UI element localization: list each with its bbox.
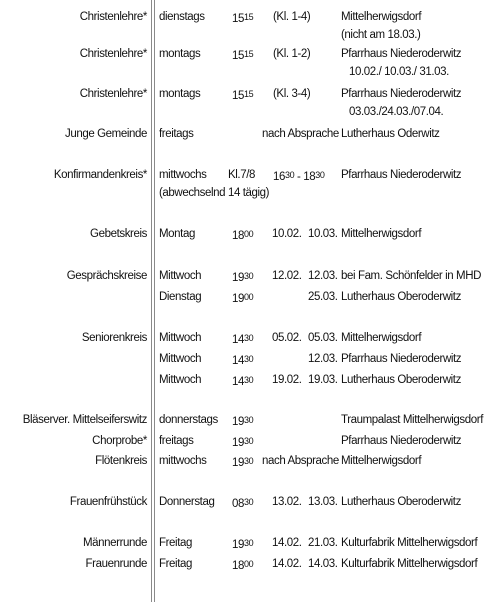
date-first: 13.02. — [272, 496, 302, 508]
date-first: 14.02. — [272, 558, 302, 570]
start-time — [232, 46, 253, 64]
weekday: freitags — [159, 128, 194, 140]
start-time — [232, 453, 253, 471]
time-from-minute: 30 — [285, 170, 295, 180]
time-minute: 00 — [244, 559, 254, 569]
start-time — [232, 372, 253, 390]
weekday: mittwochs — [159, 455, 207, 467]
by-arrangement: nach Absprache — [262, 128, 339, 140]
group-name: Junge Gemeinde — [65, 128, 147, 140]
start-time — [232, 494, 253, 512]
time-hour: 15 — [232, 50, 244, 62]
location: Mittelherwigsdorf — [341, 11, 422, 23]
class-range: (Kl. 1-4) — [273, 11, 311, 23]
group-name: Konfirmandenkreis* — [53, 169, 147, 181]
group-name: Christenlehre* — [79, 11, 147, 23]
date-first: 14.02. — [272, 537, 302, 549]
location: Pfarrhaus Niederoderwitz — [341, 48, 462, 60]
date-second: 13.03. — [308, 496, 338, 508]
class-range: (Kl. 1-2) — [273, 48, 311, 60]
location: Pfarrhaus Niederoderwitz — [341, 169, 462, 181]
time-hour: 19 — [232, 539, 244, 551]
time-hour: 15 — [232, 90, 244, 102]
group-name: Chorprobe* — [92, 435, 147, 447]
time-from-hour: 16 — [273, 171, 285, 183]
time-to-hour: 18 — [303, 171, 316, 183]
weekday: dienstags — [159, 11, 205, 23]
group-name: Christenlehre* — [79, 48, 147, 60]
schedule-row — [0, 126, 490, 142]
location: Lutherhaus Oberoderwitz — [341, 291, 461, 303]
schedule-row — [0, 226, 490, 242]
schedule-row — [0, 351, 490, 367]
date-first: 10.02. — [272, 228, 302, 240]
schedule-row — [0, 535, 490, 551]
weekday: montags — [159, 48, 201, 60]
date-first: 19.02. — [272, 374, 302, 386]
location: Mittelherwigsdorf — [341, 332, 422, 344]
start-time — [232, 268, 253, 286]
weekday: Mittwoch — [159, 353, 202, 365]
time-minute: 00 — [244, 229, 254, 239]
time-minute: 15 — [244, 89, 254, 99]
location: Kulturfabrik Mittelherwigsdorf — [341, 537, 478, 549]
weekday: Mittwoch — [159, 332, 202, 344]
time-minute: 30 — [244, 375, 254, 385]
date-second: 12.03. — [308, 270, 338, 282]
weekday: Montag — [159, 228, 195, 240]
grade-level: Kl.7/8 — [228, 169, 256, 181]
location: Pfarrhaus Niederoderwitz — [341, 435, 462, 447]
time-minute: 30 — [244, 538, 254, 548]
schedule-row — [0, 289, 490, 305]
start-time — [232, 535, 253, 553]
weekday: donnerstags — [159, 414, 218, 426]
location: Mittelherwigsdorf — [341, 228, 422, 240]
schedule-note-row — [0, 185, 490, 201]
schedule-note: (nicht am 18.03.) — [341, 29, 421, 41]
schedule-row — [0, 268, 490, 284]
schedule-row — [0, 46, 490, 62]
weekday: montags — [159, 88, 201, 100]
schedule-row — [0, 9, 490, 25]
date-first: 05.02. — [272, 332, 302, 344]
time-minute: 30 — [244, 497, 254, 507]
start-time — [232, 86, 253, 104]
schedule-row — [0, 494, 490, 510]
schedule-row — [0, 556, 490, 572]
location: Kulturfabrik Mittelherwigsdorf — [341, 558, 478, 570]
schedule-row — [0, 412, 490, 428]
time-hour: 18 — [232, 230, 244, 242]
weekday: Dienstag — [159, 291, 202, 303]
time-hour: 19 — [232, 272, 244, 284]
time-hour: 14 — [232, 334, 244, 346]
start-time — [232, 433, 253, 451]
time-hour: 19 — [232, 437, 244, 449]
weekday: Mittwoch — [159, 374, 202, 386]
location: Pfarrhaus Niederoderwitz — [341, 353, 462, 365]
schedule-row — [0, 453, 490, 469]
start-time — [232, 351, 253, 369]
schedule-row — [0, 372, 490, 388]
by-arrangement: nach Absprache — [262, 455, 339, 467]
weekday: Donnerstag — [159, 496, 215, 508]
start-time — [232, 9, 253, 27]
start-time — [232, 556, 253, 574]
weekday: freitags — [159, 435, 194, 447]
schedule-note-row — [0, 64, 490, 80]
group-name: Gebetskreis — [90, 228, 147, 240]
group-name: Christenlehre* — [79, 88, 147, 100]
time-minute: 30 — [244, 456, 254, 466]
time-hour: 14 — [232, 355, 244, 367]
weekday: Mittwoch — [159, 270, 202, 282]
date-second: 19.03. — [308, 374, 338, 386]
time-range — [273, 167, 324, 185]
start-time — [232, 226, 253, 244]
group-name: Gesprächskreise — [66, 270, 147, 282]
time-hour: 15 — [232, 13, 244, 25]
date-second: 14.03. — [308, 558, 338, 570]
group-name: Frauenfrühstück — [69, 496, 147, 508]
schedule-row — [0, 330, 490, 346]
date-second: 25.03. — [308, 291, 338, 303]
start-time — [232, 330, 253, 348]
group-name: Frauenrunde — [85, 558, 147, 570]
weekday: Freitag — [159, 558, 192, 570]
time-to-minute: 30 — [315, 170, 325, 180]
schedule-row — [0, 167, 490, 183]
date-first: 12.02. — [272, 270, 302, 282]
class-range: (Kl. 3-4) — [273, 88, 311, 100]
schedule-row — [0, 433, 490, 449]
time-minute: 30 — [244, 333, 254, 343]
location: Pfarrhaus Niederoderwitz — [341, 88, 462, 100]
time-hour: 14 — [232, 376, 244, 388]
location: Lutherhaus Oderwitz — [341, 128, 440, 140]
time-minute: 30 — [244, 271, 254, 281]
schedule-row — [0, 86, 490, 102]
location: Mittelherwigsdorf — [341, 455, 422, 467]
schedule-note-row — [0, 104, 490, 120]
weekday: Freitag — [159, 537, 192, 549]
group-name: Seniorenkreis — [81, 332, 147, 344]
start-time — [232, 412, 253, 430]
schedule-note: 10.02./ 10.03./ 31.03. — [349, 66, 449, 78]
group-name: Bläserver. Mittelseiferswitz — [22, 414, 147, 426]
location: Lutherhaus Oberoderwitz — [341, 374, 461, 386]
date-second: 12.03. — [308, 353, 338, 365]
time-hour: 19 — [232, 416, 244, 428]
location: Lutherhaus Oberoderwitz — [341, 496, 461, 508]
time-minute: 30 — [244, 354, 254, 364]
schedule-note: 03.03./24.03./07.04. — [349, 106, 444, 118]
schedule-note-row — [0, 27, 490, 43]
start-time — [232, 289, 253, 307]
location: bei Fam. Schönfelder in MHD — [341, 270, 482, 282]
date-second: 10.03. — [308, 228, 338, 240]
time-separator: - — [294, 171, 304, 183]
time-minute: 30 — [244, 436, 254, 446]
group-name: Flötenkreis — [95, 455, 147, 467]
date-second: 21.03. — [308, 537, 338, 549]
time-hour: 19 — [232, 457, 244, 469]
schedule-note: (abwechselnd 14 tägig) — [159, 187, 270, 199]
date-second: 05.03. — [308, 332, 338, 344]
time-minute: 15 — [244, 49, 254, 59]
time-minute: 30 — [244, 415, 254, 425]
group-name: Männerrunde — [82, 537, 147, 549]
time-hour: 08 — [232, 498, 244, 510]
location: Traumpalast Mittelherwigsdorf — [341, 414, 483, 426]
time-hour: 18 — [232, 560, 244, 572]
time-minute: 00 — [244, 292, 254, 302]
time-hour: 19 — [232, 293, 244, 305]
weekday: mittwochs — [159, 169, 207, 181]
time-minute: 15 — [244, 12, 254, 22]
